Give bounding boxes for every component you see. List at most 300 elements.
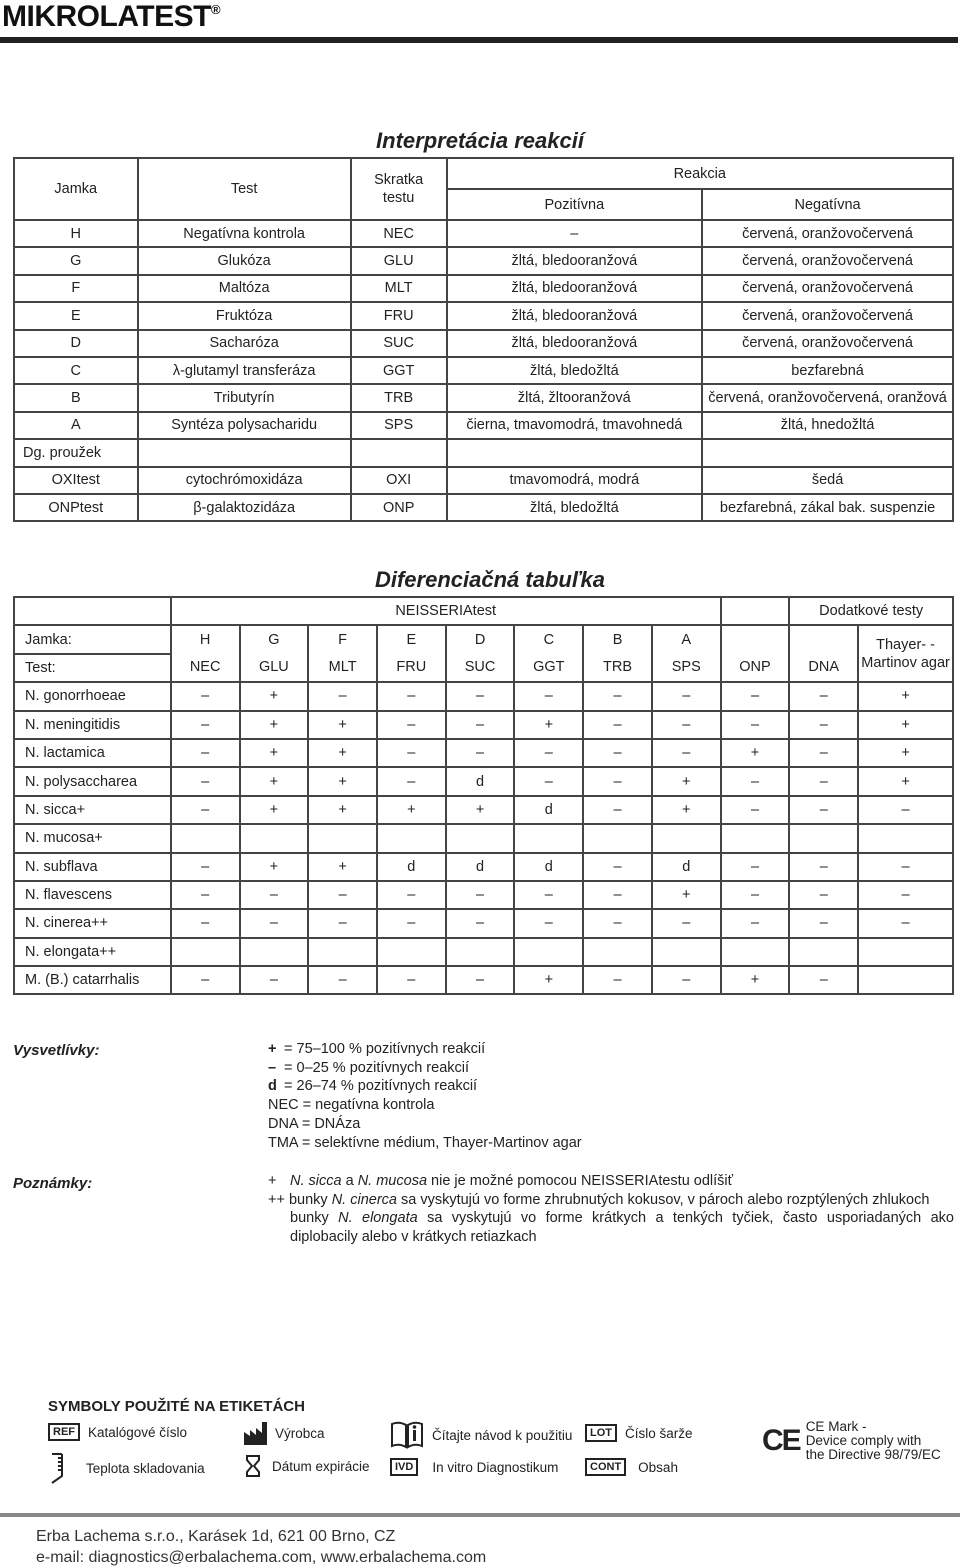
result-cell: – — [377, 881, 446, 909]
result-cell: – — [721, 767, 790, 795]
well-header: E — [377, 625, 446, 653]
result-cell: – — [583, 767, 652, 795]
result-cell — [721, 938, 790, 966]
symbol-temperature — [50, 1452, 205, 1484]
species-name: N. meningitidis — [14, 711, 171, 739]
note-1-species-b: N. mucosa — [357, 1173, 428, 1189]
result-cell: – — [446, 966, 515, 994]
species-row — [14, 767, 953, 795]
species-row — [14, 824, 953, 852]
result-cell: + — [652, 796, 721, 824]
result-cell: – — [240, 909, 309, 937]
cell-neg: červená, oranžovočervená — [702, 220, 953, 247]
result-cell: – — [858, 796, 953, 824]
result-cell: – — [721, 682, 790, 710]
group-dodatkove: Dodatkové testy — [789, 597, 953, 625]
species-row — [14, 966, 953, 994]
interpretation-row — [14, 384, 953, 411]
result-cell: d — [446, 767, 515, 795]
result-cell — [789, 824, 858, 852]
note-2-rest: sa vyskytujú vo forme zhrubnutých kokusov, v pároch alebo rozptýlených zhlukoch — [396, 1191, 930, 1208]
note-3-prefix: bunky — [290, 1210, 339, 1227]
legend-list — [268, 1040, 768, 1152]
species-name: N. subflava — [14, 853, 171, 881]
company-logo — [2, 0, 220, 34]
test-header: GLU — [240, 654, 309, 682]
result-cell — [858, 938, 953, 966]
note-1 — [268, 1172, 954, 1191]
ce-line-2: Device comply with — [805, 1433, 922, 1448]
result-cell: – — [721, 909, 790, 937]
note-2-prefix: ++ bunky — [268, 1191, 332, 1208]
cell-skratka: SUC — [351, 330, 447, 357]
cell-skratka: GGT — [351, 357, 447, 384]
result-cell: – — [240, 881, 309, 909]
interpretation-table — [13, 157, 954, 522]
result-cell: – — [377, 739, 446, 767]
result-cell: – — [514, 767, 583, 795]
species-name: N. flavescens — [14, 881, 171, 909]
result-cell: – — [446, 881, 515, 909]
symbol-ce — [762, 1420, 941, 1462]
symbols-title: SYMBOLY POUŽITÉ NA ETIKETÁCH — [48, 1398, 305, 1415]
result-cell: + — [308, 711, 377, 739]
header-negativna: Negatívna — [702, 189, 953, 220]
result-cell: – — [583, 909, 652, 937]
cell-skratka: SPS — [351, 412, 447, 439]
species-row — [14, 853, 953, 881]
result-cell — [308, 938, 377, 966]
symbol-expiry — [246, 1455, 370, 1477]
symbol-instructions — [390, 1421, 572, 1449]
result-cell — [240, 938, 309, 966]
note-3 — [268, 1209, 954, 1246]
result-cell: – — [171, 711, 240, 739]
cell-skratka: FRU — [351, 302, 447, 329]
cont-label: Obsah — [638, 1459, 678, 1475]
species-name: N. sicca+ — [14, 796, 171, 824]
differential-table — [13, 596, 954, 995]
header-pozitivna: Pozitívna — [447, 189, 703, 220]
note-1-prefix: + — [268, 1173, 277, 1189]
result-cell: + — [308, 853, 377, 881]
ce-line-1: CE Mark - — [805, 1419, 867, 1434]
header-jamka: Jamka — [14, 158, 138, 220]
ref-label: Katalógové číslo — [88, 1424, 188, 1440]
result-cell — [446, 824, 515, 852]
cell-neg — [702, 439, 953, 466]
result-cell: – — [583, 682, 652, 710]
result-cell: + — [240, 682, 309, 710]
result-cell: + — [240, 853, 309, 881]
interpretation-row — [14, 357, 953, 384]
result-cell: – — [446, 711, 515, 739]
cell-neg: červená, oranžovočervená — [702, 330, 953, 357]
result-cell: – — [789, 881, 858, 909]
legend-text: = 0–25 % pozitívnych reakcií — [280, 1059, 470, 1076]
result-cell: – — [446, 739, 515, 767]
test-header: DNA — [789, 654, 858, 682]
result-cell: + — [240, 767, 309, 795]
result-cell: + — [721, 966, 790, 994]
test-header: SPS — [652, 654, 721, 682]
result-cell: – — [789, 853, 858, 881]
note-2 — [268, 1191, 954, 1210]
notes-title: Poznámky: — [13, 1175, 93, 1192]
result-cell: – — [789, 767, 858, 795]
footer — [36, 1526, 486, 1568]
cell-jamka: H — [14, 220, 138, 247]
result-cell: + — [308, 767, 377, 795]
species-row — [14, 682, 953, 710]
interpretation-row — [14, 494, 953, 521]
cell-neg: žltá, hnedožltá — [702, 412, 953, 439]
result-cell: – — [171, 909, 240, 937]
result-cell — [308, 824, 377, 852]
cell-pos: žltá, bledooranžová — [447, 330, 703, 357]
result-cell: – — [583, 966, 652, 994]
result-cell: + — [308, 796, 377, 824]
result-cell: + — [308, 739, 377, 767]
cell-neg: bezfarebná — [702, 357, 953, 384]
interpretation-row — [14, 439, 953, 466]
result-cell: – — [583, 711, 652, 739]
legend-line — [268, 1096, 768, 1115]
cell-test: Tributyrín — [138, 384, 351, 411]
cell-test: Glukóza — [138, 247, 351, 274]
result-cell: d — [514, 853, 583, 881]
cell-neg: šedá — [702, 467, 953, 494]
factory-icon — [243, 1420, 269, 1446]
species-row — [14, 881, 953, 909]
interpretation-row — [14, 412, 953, 439]
result-cell: – — [377, 711, 446, 739]
result-cell — [171, 824, 240, 852]
well-header-empty — [789, 625, 858, 653]
test-header: ONP — [721, 654, 790, 682]
cell-test — [138, 439, 351, 466]
cell-jamka: D — [14, 330, 138, 357]
legend-text: NEC = negatívna kontrola — [268, 1097, 435, 1114]
result-cell: + — [377, 796, 446, 824]
result-cell: – — [652, 909, 721, 937]
result-cell: – — [652, 739, 721, 767]
result-cell: – — [721, 853, 790, 881]
result-cell: – — [308, 909, 377, 937]
header-test: Test — [138, 158, 351, 220]
result-cell: – — [377, 909, 446, 937]
cell-test: β-galaktozidáza — [138, 494, 351, 521]
result-cell — [377, 824, 446, 852]
jamka-label: Jamka: — [14, 625, 171, 653]
cell-pos: žltá, bledooranžová — [447, 302, 703, 329]
cell-jamka: OXItest — [14, 467, 138, 494]
result-cell: d — [652, 853, 721, 881]
legend-line — [268, 1059, 768, 1078]
note-1-species-a: N. sicca — [290, 1173, 342, 1189]
footer-contact: e-mail: diagnostics@erbalachema.com, www.erbalachema.com — [36, 1549, 487, 1566]
result-cell: + — [514, 966, 583, 994]
result-cell: – — [652, 966, 721, 994]
result-cell: + — [652, 881, 721, 909]
species-name: N. polysaccharea — [14, 767, 171, 795]
legend-line — [268, 1077, 768, 1096]
species-row — [14, 796, 953, 824]
result-cell: + — [240, 711, 309, 739]
group-gap — [721, 597, 790, 625]
result-cell: + — [858, 767, 953, 795]
note-3-species: N. elongata — [338, 1210, 418, 1227]
cell-jamka: G — [14, 247, 138, 274]
result-cell: d — [446, 853, 515, 881]
well-header: C — [514, 625, 583, 653]
result-cell: – — [446, 682, 515, 710]
result-cell — [858, 966, 953, 994]
result-cell: + — [652, 767, 721, 795]
book-info-icon — [390, 1421, 424, 1449]
cell-test: λ-glutamyl transferáza — [138, 357, 351, 384]
result-cell: – — [721, 711, 790, 739]
result-cell — [377, 938, 446, 966]
result-cell: – — [583, 881, 652, 909]
result-cell — [789, 938, 858, 966]
logo-text: MIKROLATEST — [2, 0, 211, 33]
registered-mark: ® — [210, 2, 221, 17]
interpretation-title: Interpretácia reakcií — [376, 128, 584, 153]
species-name: N. mucosa+ — [14, 824, 171, 852]
result-cell — [240, 824, 309, 852]
result-cell: – — [377, 682, 446, 710]
cell-test: cytochrómoxidáza — [138, 467, 351, 494]
result-cell: – — [789, 739, 858, 767]
result-cell: – — [789, 796, 858, 824]
cell-neg: červená, oranžovočervená — [702, 275, 953, 302]
test-label: Test: — [14, 654, 171, 682]
result-cell: – — [583, 853, 652, 881]
result-cell: – — [446, 909, 515, 937]
cell-neg: bezfarebná, zákal bak. suspenzie — [702, 494, 953, 521]
cell-pos: žltá, bledožltá — [447, 494, 703, 521]
result-cell: – — [171, 682, 240, 710]
legend-text: = 26–74 % pozitívnych reakcií — [280, 1078, 478, 1095]
result-cell — [171, 938, 240, 966]
group-neisseria: NEISSERIAtest — [171, 597, 721, 625]
symbol-manufacturer — [243, 1420, 325, 1446]
result-cell: + — [446, 796, 515, 824]
lot-box: LOT — [585, 1424, 617, 1442]
ivd-box: IVD — [390, 1458, 418, 1476]
legend-symbol: + — [268, 1041, 277, 1057]
temperature-label: Teplota skladovania — [86, 1460, 205, 1476]
cell-jamka: C — [14, 357, 138, 384]
cell-skratka: NEC — [351, 220, 447, 247]
interpretation-row — [14, 220, 953, 247]
cell-neg: červená, oranžovočervená, oranžová — [702, 384, 953, 411]
result-cell: – — [514, 909, 583, 937]
result-cell: – — [308, 966, 377, 994]
species-row — [14, 711, 953, 739]
expiry-label: Dátum expirácie — [272, 1458, 370, 1474]
species-name: M. (B.) catarrhalis — [14, 966, 171, 994]
cell-jamka: E — [14, 302, 138, 329]
result-cell: – — [789, 682, 858, 710]
cell-pos: žltá, bledooranžová — [447, 247, 703, 274]
legend-symbol: d — [268, 1078, 277, 1095]
cell-skratka: OXI — [351, 467, 447, 494]
well-header: F — [308, 625, 377, 653]
cell-test: Maltóza — [138, 275, 351, 302]
result-cell: + — [514, 711, 583, 739]
well-header: B — [583, 625, 652, 653]
interpretation-row — [14, 330, 953, 357]
result-cell: – — [858, 881, 953, 909]
cell-pos: žltá, žltooranžová — [447, 384, 703, 411]
result-cell: – — [377, 966, 446, 994]
species-row — [14, 938, 953, 966]
ce-line-3: the Directive 98/79/EC — [805, 1447, 941, 1462]
cell-test: Sacharóza — [138, 330, 351, 357]
result-cell: d — [377, 853, 446, 881]
result-cell: – — [583, 739, 652, 767]
legend-symbol: – — [268, 1059, 277, 1076]
interpretation-row — [14, 275, 953, 302]
result-cell: – — [171, 767, 240, 795]
cont-box: CONT — [585, 1458, 626, 1476]
well-header: H — [171, 625, 240, 653]
result-cell: – — [171, 881, 240, 909]
cell-pos: čierna, tmavomodrá, tmavohnedá — [447, 412, 703, 439]
result-cell: + — [858, 682, 953, 710]
legend-line — [268, 1040, 768, 1059]
cell-skratka: ONP — [351, 494, 447, 521]
diff-corner — [14, 597, 171, 625]
symbol-cont — [585, 1458, 678, 1476]
cell-pos: tmavomodrá, modrá — [447, 467, 703, 494]
legend-text: DNA = DNÁza — [268, 1115, 361, 1132]
note-1-rest: nie je možné pomocou NEISSERIAtestu odlíšiť — [427, 1173, 734, 1189]
cell-skratka — [351, 439, 447, 466]
result-cell: – — [789, 711, 858, 739]
result-cell: – — [789, 909, 858, 937]
result-cell: – — [721, 881, 790, 909]
cell-jamka: B — [14, 384, 138, 411]
result-cell: + — [858, 739, 953, 767]
legend-text: TMA = selektívne médium, Thayer-Martinov agar — [268, 1134, 582, 1151]
result-cell: – — [652, 711, 721, 739]
well-header: A — [652, 625, 721, 653]
result-cell — [446, 938, 515, 966]
test-header: SUC — [446, 654, 515, 682]
legend-title: Vysvetlívky: — [13, 1042, 100, 1059]
result-cell: + — [858, 711, 953, 739]
cell-test: Fruktóza — [138, 302, 351, 329]
note-1-text — [290, 1172, 733, 1191]
result-cell: – — [308, 682, 377, 710]
result-cell: – — [240, 966, 309, 994]
note-3-rest: sa vyskytujú vo forme krátkych a tenkých tyčiek, často usporiadaných ako diplobacily alebo v krátkych retiazkach — [290, 1210, 954, 1245]
manufacturer-label: Výrobca — [275, 1425, 325, 1441]
cell-pos: – — [447, 220, 703, 247]
result-cell: + — [240, 796, 309, 824]
test-header: GGT — [514, 654, 583, 682]
differential-title: Diferenciačná tabuľka — [374, 567, 606, 592]
species-row — [14, 909, 953, 937]
ce-text — [806, 1420, 941, 1462]
symbol-ref — [48, 1423, 187, 1441]
species-row — [14, 739, 953, 767]
result-cell — [858, 824, 953, 852]
ivd-label: In vitro Diagnostikum — [432, 1459, 559, 1475]
result-cell: – — [308, 881, 377, 909]
result-cell — [514, 938, 583, 966]
well-header: G — [240, 625, 309, 653]
species-name: N. elongata++ — [14, 938, 171, 966]
thermometer-icon — [50, 1452, 72, 1484]
result-cell: – — [171, 966, 240, 994]
species-name: N. lactamica — [14, 739, 171, 767]
result-cell: – — [514, 739, 583, 767]
test-header: FRU — [377, 654, 446, 682]
footer-divider — [0, 1513, 960, 1517]
species-name: N. cinerea++ — [14, 909, 171, 937]
result-cell: – — [171, 853, 240, 881]
result-cell: – — [514, 881, 583, 909]
cell-pos: žltá, bledooranžová — [447, 275, 703, 302]
test-header: MLT — [308, 654, 377, 682]
cell-jamka: Dg. proužek — [14, 439, 138, 466]
instructions-label: Čítajte návod k použitiu — [432, 1427, 573, 1443]
test-header: NEC — [171, 654, 240, 682]
ref-box: REF — [48, 1423, 80, 1441]
result-cell — [583, 938, 652, 966]
header-divider — [0, 37, 958, 43]
result-cell — [514, 824, 583, 852]
result-cell: + — [240, 739, 309, 767]
thayer-martinov-header: Thayer- -Martinov agar — [858, 625, 953, 682]
result-cell — [721, 824, 790, 852]
result-cell — [583, 824, 652, 852]
cell-skratka: TRB — [351, 384, 447, 411]
result-cell: – — [377, 767, 446, 795]
result-cell: – — [171, 796, 240, 824]
result-cell: – — [858, 909, 953, 937]
result-cell: – — [652, 682, 721, 710]
legend-text: = 75–100 % pozitívnych reakcií — [280, 1041, 486, 1057]
result-cell: – — [721, 796, 790, 824]
result-cell: – — [858, 853, 953, 881]
result-cell — [652, 824, 721, 852]
cell-pos — [447, 439, 703, 466]
interpretation-body — [14, 220, 953, 521]
symbol-lot — [585, 1424, 693, 1442]
test-header: TRB — [583, 654, 652, 682]
cell-jamka: F — [14, 275, 138, 302]
interpretation-row — [14, 467, 953, 494]
result-cell: – — [789, 966, 858, 994]
well-header: D — [446, 625, 515, 653]
header-reakcia: Reakcia — [447, 158, 953, 189]
symbol-ivd — [390, 1458, 558, 1476]
cell-neg: červená, oranžovočervená — [702, 302, 953, 329]
note-1-and: a — [341, 1173, 358, 1189]
ce-mark-icon: CE — [762, 1424, 800, 1457]
cell-skratka: GLU — [351, 247, 447, 274]
hourglass-icon — [246, 1455, 260, 1477]
interpretation-row — [14, 302, 953, 329]
cell-neg: červená, oranžovočervená — [702, 247, 953, 274]
notes-block — [268, 1172, 954, 1246]
differential-body — [14, 597, 953, 994]
